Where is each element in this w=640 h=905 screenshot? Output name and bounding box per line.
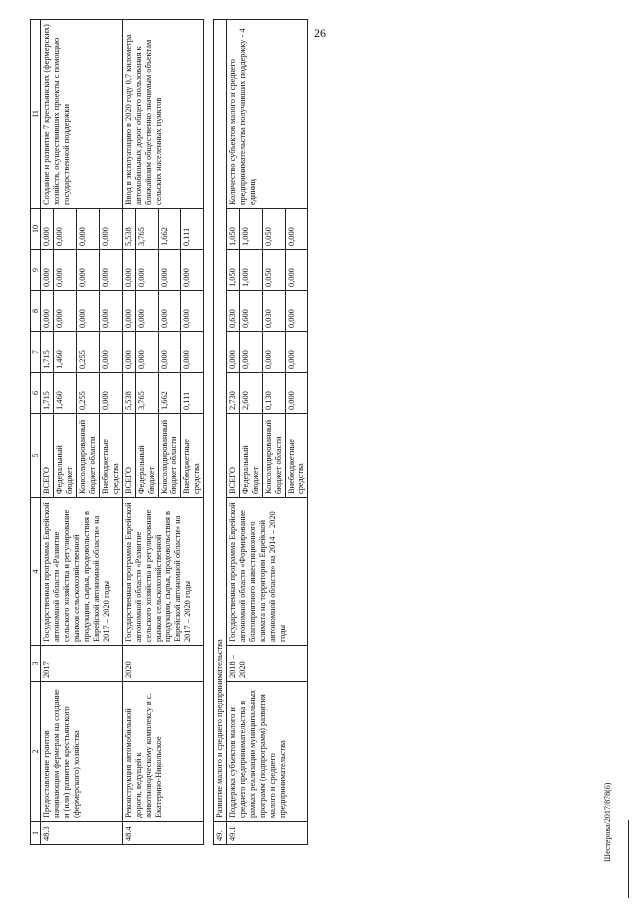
value-cell: 0,000: [158, 332, 181, 373]
value-cell: 0,000: [41, 209, 54, 250]
funding-source: Консолидированный бюджет области: [158, 414, 181, 498]
value-cell: 0,000: [99, 209, 122, 250]
funding-source: ВСЕГО: [41, 414, 54, 498]
value-cell: 2,600: [239, 373, 262, 414]
funding-source: Внебюджетные средства: [181, 414, 204, 498]
value-cell: 0,000: [135, 332, 158, 373]
section-number: 49.: [214, 822, 227, 845]
footer-doc-id: Шестерова/2017/878(6): [603, 782, 612, 862]
value-cell: 0,130: [262, 373, 285, 414]
col-num: 4: [31, 498, 41, 646]
funding-source: Федеральный бюджет: [54, 414, 77, 498]
value-cell: 0,000: [41, 250, 54, 291]
col-num: 6: [31, 373, 41, 414]
value-cell: 0,000: [181, 250, 204, 291]
item-result: Ввод в эксплуатацию в 2020 году 0,7 километра автомобильных дорог общего пользования к ближайшим общественно значимым объектам сельских населенных пунктов: [122, 20, 203, 209]
section-title: Развитие малого и среднего предпринимательства: [214, 20, 227, 822]
funding-source: Внебюджетные средства: [99, 414, 122, 498]
value-cell: 0,000: [227, 332, 240, 373]
table-row: [122, 20, 135, 845]
col-num: 2: [31, 682, 41, 822]
item-program: Государственная программа Еврейской автономной области «Развитие сельского хозяйства и регулирование рынков сельскохозяйственной продукции, сырья, продовольствия в Еврейской автономной области» на 2017 – 2020 годы: [122, 498, 203, 646]
value-cell: 0,000: [285, 291, 308, 332]
value-cell: 0,000: [262, 332, 285, 373]
value-cell: 1,050: [227, 209, 240, 250]
blank-row: [204, 20, 214, 845]
value-cell: 0,000: [181, 332, 204, 373]
program-table: [30, 19, 308, 845]
value-cell: 1,715: [41, 332, 54, 373]
funding-source: Внебюджетные средства: [285, 414, 308, 498]
value-cell: 0,050: [262, 250, 285, 291]
value-cell: 0,255: [77, 373, 100, 414]
value-cell: 1,000: [239, 250, 262, 291]
value-cell: 0,000: [77, 250, 100, 291]
item-name: Реконструкция автомобильной дороги, ведущей к животноводческому комплексу в с. Екатерино-Никольское: [122, 682, 203, 822]
col-num: 5: [31, 414, 41, 498]
value-cell: 0,000: [285, 250, 308, 291]
item-name: Предоставление грантов начинающим фермерам на создание и (или) развитие крестьянского (фермерского) хозяйства: [41, 682, 122, 822]
value-cell: 0,030: [262, 291, 285, 332]
value-cell: 0,111: [181, 373, 204, 414]
value-cell: 0,111: [181, 209, 204, 250]
funding-source: Консолидированный бюджет области: [77, 414, 100, 498]
table-row: [41, 20, 54, 845]
funding-source: Федеральный бюджет: [135, 414, 158, 498]
item-period: 2017: [41, 646, 122, 682]
funding-source: ВСЕГО: [122, 414, 135, 498]
col-num: 8: [31, 291, 41, 332]
value-cell: 1,460: [54, 373, 77, 414]
value-cell: 0,000: [77, 209, 100, 250]
page-edge-line: [628, 820, 629, 898]
col-num: 3: [31, 646, 41, 682]
value-cell: 0,000: [54, 250, 77, 291]
value-cell: 0,050: [262, 209, 285, 250]
value-cell: 5,538: [122, 209, 135, 250]
rotated-table-container: [30, 20, 610, 845]
value-cell: 3,765: [135, 373, 158, 414]
value-cell: 0,630: [227, 291, 240, 332]
value-cell: 0,000: [285, 209, 308, 250]
col-num: 10: [31, 209, 41, 250]
value-cell: 5,538: [122, 373, 135, 414]
value-cell: 0,000: [239, 332, 262, 373]
column-number-row: [31, 20, 41, 845]
funding-source: Федеральный бюджет: [239, 414, 262, 498]
value-cell: 0,000: [122, 332, 135, 373]
item-period: 2018 – 2020: [227, 646, 308, 682]
value-cell: 0,000: [158, 291, 181, 332]
section-row: [214, 20, 227, 845]
value-cell: 0,255: [77, 332, 100, 373]
value-cell: 1,715: [41, 373, 54, 414]
col-num: 9: [31, 250, 41, 291]
value-cell: 1,460: [54, 332, 77, 373]
value-cell: 0,000: [99, 291, 122, 332]
value-cell: 0,000: [122, 291, 135, 332]
value-cell: 1,662: [158, 373, 181, 414]
item-number: 49.1: [227, 822, 308, 845]
col-num: 7: [31, 332, 41, 373]
value-cell: 0,000: [54, 209, 77, 250]
value-cell: 0,000: [99, 373, 122, 414]
page-number: 26: [314, 26, 326, 40]
value-cell: 0,600: [239, 291, 262, 332]
item-result: Количество субъектов малого и среднего предпринимательства получивших поддержку - 4 единиц: [227, 20, 308, 209]
value-cell: 0,000: [41, 291, 54, 332]
value-cell: 0,000: [285, 332, 308, 373]
item-number: 48.4: [122, 822, 203, 845]
value-cell: 0,000: [158, 250, 181, 291]
value-cell: 0,000: [77, 291, 100, 332]
value-cell: 1,050: [227, 250, 240, 291]
item-number: 48.3: [41, 822, 122, 845]
value-cell: 2,730: [227, 373, 240, 414]
value-cell: 0,000: [99, 332, 122, 373]
value-cell: 0,000: [54, 291, 77, 332]
value-cell: 1,662: [158, 209, 181, 250]
value-cell: 0,000: [99, 250, 122, 291]
funding-source: Консолидированный бюджет области: [262, 414, 285, 498]
item-result: Создание и развитие 7 крестьянских (фермерских) хозяйств, осуществивших проекты с помощью государственной поддержки: [41, 20, 122, 209]
value-cell: 3,765: [135, 209, 158, 250]
value-cell: 0,000: [181, 291, 204, 332]
value-cell: 0,000: [135, 291, 158, 332]
table-row: [227, 20, 240, 845]
value-cell: 0,000: [122, 250, 135, 291]
funding-source: ВСЕГО: [227, 414, 240, 498]
value-cell: 0,000: [285, 373, 308, 414]
item-program: Государственная программа Еврейской автономной области «Развитие сельского хозяйства и регулирование рынков сельскохозяйственной продукции, сырья, продовольствия в Еврейской автономной области» на 2017 – 2020 годы: [41, 498, 122, 646]
value-cell: 0,000: [135, 250, 158, 291]
value-cell: 1,000: [239, 209, 262, 250]
item-period: 2020: [122, 646, 203, 682]
col-num: 1: [31, 822, 41, 845]
item-name: Поддержка субъектов малого и среднего предпринимательства в рамках реализации муниципальных программ (подпрограмм) развития малого и среднего предпринимательства: [227, 682, 308, 822]
item-program: Государственная программа Еврейской автономной области «Формирование благоприятного инвестиционного климата на территории Еврейской автономной области» на 2014 – 2020 годы: [227, 498, 308, 646]
col-num: 11: [31, 20, 41, 209]
